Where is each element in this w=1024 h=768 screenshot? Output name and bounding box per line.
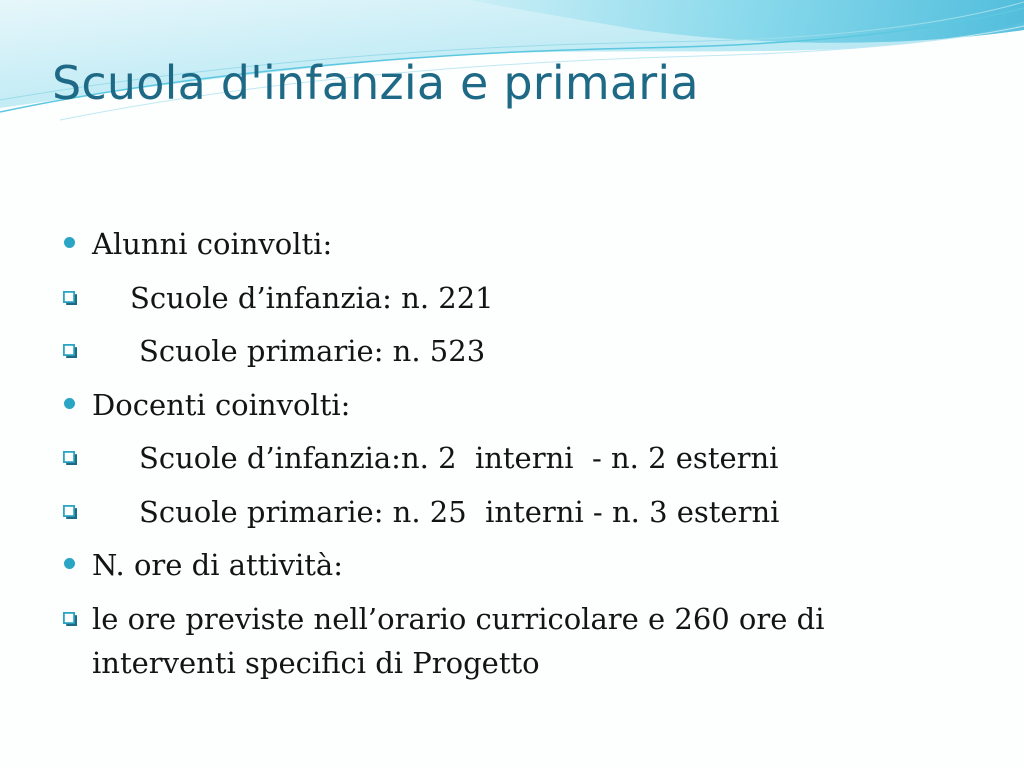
list-item	[62, 543, 962, 597]
list-item	[62, 436, 962, 490]
list-item	[62, 222, 962, 276]
dot-bullet-icon	[64, 558, 75, 569]
list-item-text: Scuole d’infanzia: n. 221	[130, 280, 494, 315]
list-item	[62, 597, 962, 685]
square-bullet-icon	[63, 612, 77, 626]
list-item	[62, 383, 962, 437]
dot-bullet-icon	[64, 398, 75, 409]
dot-bullet-icon	[64, 237, 75, 248]
list-item-text: le ore previste nell’orario curricolare e 260 ore di interventi specifici di Progetto	[92, 601, 825, 680]
square-bullet-icon	[63, 451, 77, 465]
list-item-text: Scuole d’infanzia:n. 2 interni - n. 2 esterni	[139, 441, 779, 475]
square-bullet-icon	[63, 505, 77, 519]
list-item-text: Alunni coinvolti:	[92, 227, 333, 261]
square-bullet-icon	[63, 344, 77, 358]
list-item	[62, 329, 962, 383]
square-bullet-icon	[63, 291, 77, 305]
list-item-text: Docenti coinvolti:	[92, 387, 351, 422]
list-item-text: Scuole primarie: n. 523	[139, 334, 486, 368]
slide-title: Scuola d'infanzia e primaria	[52, 56, 699, 110]
list-item-text: N. ore di attività:	[92, 548, 343, 582]
list-item	[62, 490, 962, 544]
list-item	[62, 276, 962, 330]
bullet-list	[62, 222, 962, 685]
list-item-text: Scuole primarie: n. 25 interni - n. 3 esterni	[139, 494, 780, 529]
